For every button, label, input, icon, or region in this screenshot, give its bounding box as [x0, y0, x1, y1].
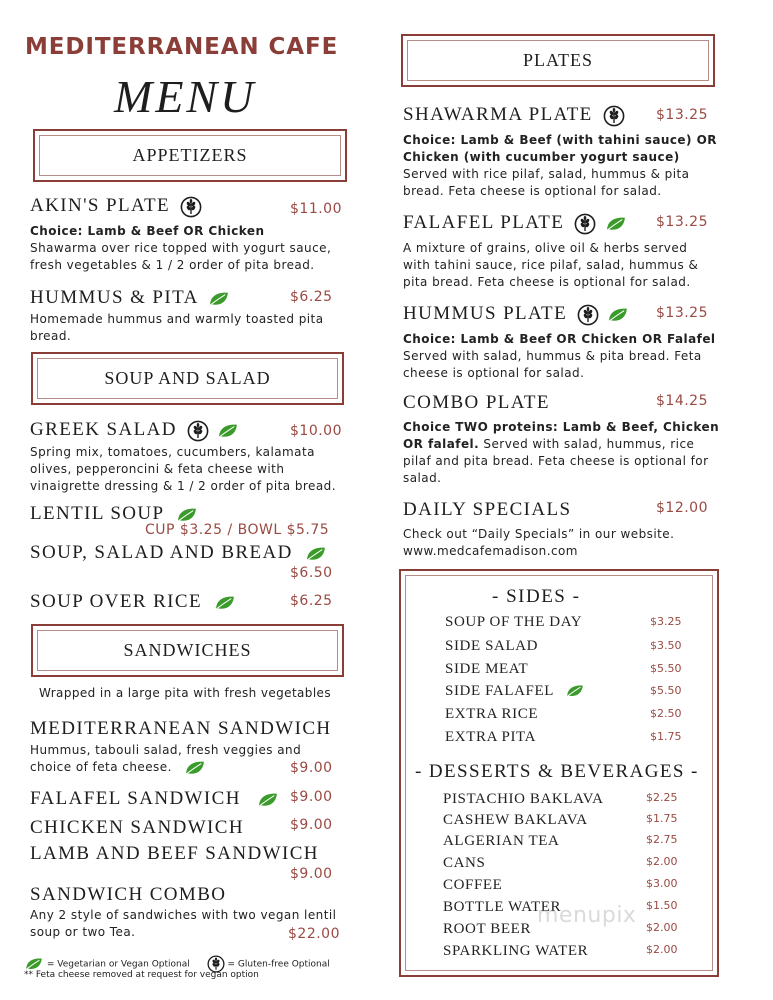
mediterranean-sandwich-desc-1: Hummus, tabouli salad, fresh veggies and	[30, 743, 302, 757]
shawarma-plate-desc-2: bread. Feta cheese is optional for salad.	[403, 184, 662, 198]
combo-plate-name: COMBO PLATE	[403, 392, 550, 413]
shawarma-plate-name: SHAWARMA PLATE	[403, 104, 593, 125]
side-item-name: SIDE MEAT	[445, 661, 529, 677]
gluten-free-wheat-icon	[187, 420, 209, 442]
combo-plate-price: $14.25	[656, 393, 708, 409]
sandwiches-heading-box	[31, 624, 344, 677]
gluten-free-wheat-icon	[180, 196, 202, 218]
dessert-item-price: $3.00	[646, 877, 678, 890]
greek-salad-name: GREEK SALAD	[30, 419, 177, 440]
menu-title: MENU	[114, 71, 257, 122]
legend-vegan-text: = Vegetarian or Vegan Optional	[46, 959, 190, 970]
vegan-leaf-icon	[217, 423, 239, 439]
dessert-item-name: SPARKLING WATER	[443, 943, 589, 959]
falafel-sandwich-price: $9.00	[290, 789, 333, 805]
mediterranean-sandwich-desc-2	[30, 759, 206, 776]
soup-salad-bread-price: $6.50	[290, 565, 333, 581]
appetizers-heading-box	[33, 129, 347, 182]
hummus-plate-choice: Choice: Lamb & Beef OR Chicken OR Falafel	[403, 332, 716, 346]
hummus-plate-name: HUMMUS PLATE	[403, 303, 568, 324]
hummus-pita-title	[30, 287, 230, 309]
plates-heading: PLATES	[522, 50, 593, 70]
soup-salad-bread-title	[30, 542, 327, 564]
hummus-pita-name: HUMMUS & PITA	[30, 287, 198, 308]
side-item-name: SIDE FALAFEL	[445, 683, 555, 699]
sides-heading: - SIDES -	[492, 586, 581, 607]
greek-salad-desc-1: Spring mix, tomatoes, cucumbers, kalamata	[30, 445, 315, 459]
sandwiches-subtitle: Wrapped in a large pita with fresh vegetables	[39, 686, 331, 700]
list-item	[445, 635, 685, 655]
greek-salad-title	[30, 419, 239, 442]
hummus-plate-price: $13.25	[656, 305, 708, 321]
combo-plate-desc-3: salad.	[403, 471, 442, 485]
list-item	[443, 830, 693, 850]
vegan-leaf-icon	[176, 507, 198, 523]
mediterranean-sandwich-name: MEDITERRANEAN SANDWICH	[30, 718, 332, 739]
greek-salad-desc-3: vinaigrette dressing & 1 / 2 order of pita bread.	[30, 479, 337, 493]
list-item	[443, 874, 693, 894]
dessert-item-name: BOTTLE WATER	[443, 899, 562, 915]
shawarma-plate-price: $13.25	[656, 107, 708, 123]
sandwich-combo-desc-2: soup or two Tea.	[30, 925, 136, 939]
legend-note: ** Feta cheese removed at request for vegan option	[24, 970, 259, 980]
daily-specials-name: DAILY SPECIALS	[403, 499, 572, 520]
akins-plate-desc-2: fresh vegetables & 1 / 2 order of pita bread.	[30, 258, 315, 272]
lentil-soup-name: LENTIL SOUP	[30, 503, 164, 524]
vegan-leaf-icon	[565, 684, 585, 698]
dessert-item-name: COFFEE	[443, 877, 503, 893]
dessert-item-price: $1.50	[646, 899, 678, 912]
plates-heading-box	[401, 34, 715, 87]
hummus-plate-desc-1: Served with salad, hummus & pita bread. Feta	[403, 349, 702, 363]
dessert-item-price: $2.00	[646, 921, 678, 934]
list-item	[443, 852, 693, 872]
side-item-name: SIDE SALAD	[445, 638, 539, 654]
lamb-beef-sandwich-price: $9.00	[290, 866, 333, 882]
vegan-leaf-icon	[184, 760, 206, 776]
vegan-leaf-icon	[208, 291, 230, 307]
akins-plate-choice: Choice: Lamb & Beef OR Chicken	[30, 224, 265, 238]
daily-specials-website[interactable]: www.medcafemadison.com	[403, 544, 578, 558]
mediterranean-sandwich-desc-2-text: choice of feta cheese.	[30, 760, 172, 774]
dessert-item-name: ROOT BEER	[443, 921, 532, 937]
vegan-leaf-icon	[607, 307, 629, 323]
soup-over-rice-name: SOUP OVER RICE	[30, 591, 202, 612]
dessert-item-name: PISTACHIO BAKLAVA	[443, 791, 604, 807]
falafel-plate-price: $13.25	[656, 214, 708, 230]
soup-salad-heading-box	[31, 352, 344, 405]
hummus-pita-desc-1: Homemade hummus and warmly toasted pita	[30, 312, 324, 326]
watermark: menupix	[537, 903, 637, 928]
cafe-name: MEDITERRANEAN CAFE	[25, 34, 339, 60]
side-item-name: EXTRA RICE	[445, 706, 539, 722]
dessert-item-price: $2.00	[646, 943, 678, 956]
dessert-item-name: ALGERIAN TEA	[443, 833, 560, 849]
dessert-item-name: CANS	[443, 855, 486, 871]
falafel-plate-desc-2: with tahini sauce, rice pilaf, salad, hummus &	[403, 258, 699, 272]
combo-plate-choice-2: OR falafel.	[403, 437, 480, 451]
combo-plate-line-2	[403, 436, 694, 453]
list-item	[445, 726, 685, 746]
side-item-price: $5.50	[650, 662, 682, 675]
hummus-plate-title	[403, 303, 629, 326]
combo-plate-choice-1: Choice TWO proteins: Lamb & Beef, Chicken	[403, 420, 720, 434]
chicken-sandwich-price: $9.00	[290, 817, 333, 833]
shawarma-plate-desc-1: Served with rice pilaf, salad, hummus & pita	[403, 167, 690, 181]
soup-salad-bread-name: SOUP, SALAD AND BREAD	[30, 542, 293, 563]
akins-plate-title	[30, 195, 202, 218]
dessert-item-name: CASHEW BAKLAVA	[443, 812, 588, 828]
side-item-price: $3.50	[650, 639, 682, 652]
sandwich-combo-price: $22.00	[288, 926, 340, 942]
daily-specials-price: $12.00	[656, 500, 708, 516]
legend-gluten-text: = Gluten-free Optional	[227, 959, 330, 970]
gluten-free-wheat-icon	[577, 304, 599, 326]
vegan-leaf-icon	[605, 216, 627, 232]
akins-plate-name: AKIN'S PLATE	[30, 195, 171, 216]
hummus-pita-price: $6.25	[290, 289, 333, 305]
list-item	[445, 611, 685, 631]
vegan-leaf-icon	[24, 957, 44, 971]
list-item	[445, 658, 685, 678]
dessert-item-price: $2.25	[646, 791, 678, 804]
falafel-plate-desc-3: pita bread. Feta cheese is optional for salad.	[403, 275, 691, 289]
vegan-leaf-icon	[214, 595, 236, 611]
list-item	[445, 680, 685, 700]
list-item	[443, 940, 693, 960]
greek-salad-price: $10.00	[290, 423, 342, 439]
list-item	[445, 703, 685, 723]
falafel-plate-desc-1: A mixture of grains, olive oil & herbs served	[403, 241, 688, 255]
vegan-leaf-icon	[305, 546, 327, 562]
mediterranean-sandwich-price: $9.00	[290, 760, 333, 776]
side-item-price: $3.25	[650, 615, 682, 628]
greek-salad-desc-2: olives, pepperoncini & feta cheese with	[30, 462, 285, 476]
chicken-sandwich-name: CHICKEN SANDWICH	[30, 817, 244, 838]
desserts-heading: - DESSERTS & BEVERAGES -	[415, 761, 699, 782]
dessert-item-price: $2.75	[646, 833, 678, 846]
daily-specials-desc-1: Check out “Daily Specials” in our website.	[403, 527, 675, 541]
dessert-item-price: $2.00	[646, 855, 678, 868]
soup-over-rice-price: $6.25	[290, 593, 333, 609]
list-item	[443, 788, 693, 808]
shawarma-plate-choice-1: Choice: Lamb & Beef (with tahini sauce) OR	[403, 133, 717, 147]
dessert-item-price: $1.75	[646, 812, 678, 825]
lamb-beef-sandwich-name: LAMB AND BEEF SANDWICH	[30, 843, 319, 864]
sandwiches-heading: SANDWICHES	[123, 640, 252, 660]
sandwich-combo-desc-1: Any 2 style of sandwiches with two vegan lentil	[30, 908, 337, 922]
vegan-leaf-icon	[257, 792, 279, 808]
akins-plate-price: $11.00	[290, 201, 342, 217]
falafel-sandwich-name: FALAFEL SANDWICH	[30, 788, 241, 809]
lentil-soup-price: CUP $3.25 / BOWL $5.75	[145, 522, 330, 538]
hummus-plate-desc-2: cheese is optional for salad.	[403, 366, 585, 380]
gluten-free-wheat-icon	[603, 105, 625, 127]
falafel-plate-name: FALAFEL PLATE	[403, 212, 565, 233]
side-item-price: $1.75	[650, 730, 682, 743]
appetizers-heading: APPETIZERS	[132, 145, 248, 165]
gluten-free-wheat-icon	[574, 213, 596, 235]
side-item-price: $5.50	[650, 684, 682, 697]
list-item	[443, 809, 693, 829]
soup-over-rice-title	[30, 591, 236, 613]
shawarma-plate-choice-2: Chicken (with cucumber yogurt sauce)	[403, 150, 680, 164]
shawarma-plate-title	[403, 104, 625, 127]
side-item-name: EXTRA PITA	[445, 729, 537, 745]
combo-plate-desc-2: pilaf and pita bread. Feta cheese is optional for	[403, 454, 709, 468]
falafel-plate-title	[403, 212, 627, 235]
combo-plate-desc-1: Served with salad, hummus, rice	[479, 437, 695, 451]
side-item-name: SOUP OF THE DAY	[445, 614, 583, 630]
side-item-price: $2.50	[650, 707, 682, 720]
falafel-sandwich-title	[30, 788, 279, 810]
hummus-pita-desc-2: bread.	[30, 329, 72, 343]
sandwich-combo-name: SANDWICH COMBO	[30, 884, 227, 905]
soup-salad-heading: SOUP AND SALAD	[104, 368, 271, 388]
akins-plate-desc-1: Shawarma over rice topped with yogurt sauce,	[30, 241, 332, 255]
